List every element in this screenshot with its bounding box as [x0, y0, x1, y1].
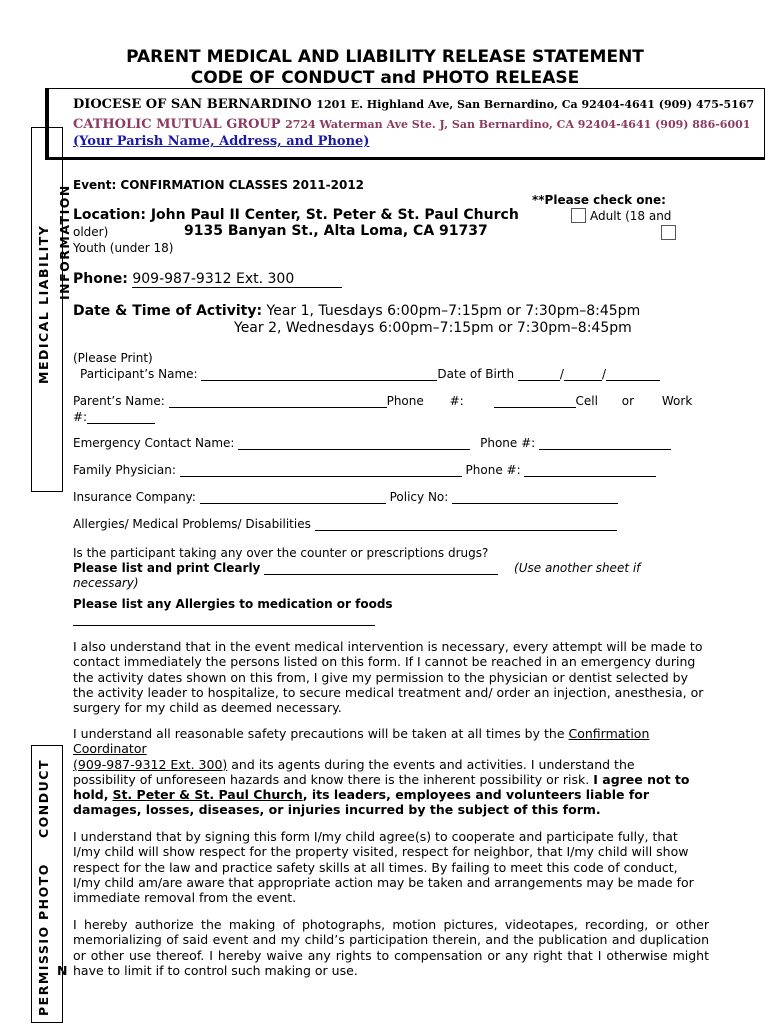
physician-phone-field[interactable]: [524, 464, 656, 477]
emergency-phone-field[interactable]: [539, 437, 671, 450]
safety-text-a: I understand all reasonable safety precautions will be taken at all times by the: [73, 726, 565, 741]
phone-label: Phone:: [73, 271, 128, 287]
side-label-medical-liability: MEDICAL LIABILITY: [36, 224, 51, 384]
work-phone-field[interactable]: [87, 411, 155, 424]
adult-checkbox[interactable]: [571, 208, 586, 223]
safety-bold-1: I agree not to: [593, 771, 690, 787]
emergency-name-field[interactable]: [238, 437, 470, 450]
physician-name-field[interactable]: [180, 464, 462, 477]
diocese-line: [73, 97, 754, 112]
youth-checkbox[interactable]: [661, 225, 676, 240]
datetime-label: Date & Time of Activity:: [73, 303, 263, 319]
safety-text-c: possibility of unforeseen hazards and know there is the inherent possibility or risk.: [73, 771, 590, 787]
youth-label: Youth (under 18): [73, 241, 174, 255]
allergies-label: Allergies/ Medical Problems/ Disabilities: [73, 517, 311, 531]
cmg-name: CATHOLIC MUTUAL GROUP: [73, 117, 281, 132]
safety-bold-2: hold,: [73, 787, 109, 803]
policy-field[interactable]: [452, 491, 618, 504]
parent-name-field[interactable]: [169, 395, 387, 408]
side-label-photo: PHOTO: [36, 863, 51, 920]
work-hash: #:: [73, 410, 88, 424]
diocese-address: 1201 E. Highland Ave, San Bernardino, Ca 92404-4641 (909) 475-5167: [316, 98, 755, 111]
participant-name-label: Participant’s Name:: [80, 367, 198, 381]
safety-text-b: and its agents during the events and activities. I understand the: [231, 756, 635, 772]
dob-label: Date of Birth: [437, 367, 515, 381]
drugs-question: Is the participant taking any over the counter or prescriptions drugs?: [73, 546, 489, 560]
form-title-line2: CODE OF CONDUCT and PHOTO RELEASE: [190, 68, 580, 88]
drugs-field[interactable]: [264, 562, 498, 575]
insurance-row: [73, 490, 618, 504]
check-one-label: [532, 193, 666, 207]
please-print: (Please Print): [73, 351, 153, 365]
parent-phone-label: Phone: [386, 394, 424, 408]
necessary-note: necessary): [73, 576, 139, 590]
physician-phone-label: Phone #:: [465, 463, 521, 477]
year1-schedule: Year 1, Tuesdays 6:00pm–7:15pm or 7:30pm–8:45pm: [266, 303, 641, 319]
list-print-label: Please list and print Clearly: [73, 561, 261, 575]
allergies-medication-field[interactable]: [73, 625, 375, 626]
older-label: older): [73, 225, 109, 239]
side-label-permission-n: N: [57, 963, 68, 978]
safety-liability-paragraph: [73, 726, 709, 818]
parent-phone-field[interactable]: [494, 395, 576, 408]
dob-day-field[interactable]: [564, 368, 602, 381]
participant-name-row: Participant’s Name: Date of Birth / /: [80, 367, 660, 381]
work-label: Work: [661, 394, 693, 408]
allergies-row: [73, 517, 617, 531]
emergency-phone-label: Phone #:: [480, 436, 536, 450]
form-title-line1: PARENT MEDICAL AND LIABILITY RELEASE STATEMENT: [126, 47, 644, 67]
side-label-permission: PERMISSIO: [36, 925, 51, 1016]
phone-value: 909-987-9312 Ext. 300: [132, 271, 342, 288]
cell-label: Cell: [575, 394, 598, 408]
safety-coordinator-link2: Coordinator: [73, 741, 147, 757]
policy-label: Policy No:: [389, 490, 449, 504]
physician-label: Family Physician:: [73, 463, 176, 477]
datetime-line: [73, 303, 640, 319]
side-label-information: INFORMATION: [57, 184, 72, 300]
medical-consent-paragraph: I also understand that in the event medical intervention is necessary, every attempt will be made to contact immediately the persons listed on this form. If I cannot be reached in an emergency during the activity dates shown on this from, I give my permission to the physician or dentist selected by the activity leader to hospitalize, to secure medical treatment and/ order an injection, anesthesia, or surgery for my child as deemed necessary.: [73, 639, 704, 716]
side-label-conduct: CONDUCT: [36, 759, 51, 838]
code-of-conduct-paragraph: I understand that by signing this form I/my child agree(s) to cooperate and participate fully, that I/my child will show respect for the property visited, respect for neighbor, that I/my child will show respect for the law and practice safety skills at all times. By failing to meet this code of conduct, I/my child am/are aware that appropriate action may be taken and arrangements may be made for immediate removal from the event.: [73, 829, 694, 906]
parent-name-label: Parent’s Name:: [73, 394, 165, 408]
allergies-medication-label: Please list any Allergies to medication or foods: [73, 597, 393, 611]
diocese-name: DIOCESE OF SAN BERNARDINO: [73, 97, 312, 112]
dob-year-field[interactable]: [606, 368, 660, 381]
insurance-field[interactable]: [200, 491, 386, 504]
cmg-address: 2724 Waterman Ave Ste. J, San Bernardino, CA 92404-4641 (909) 886-6001: [285, 118, 751, 131]
work-phone-row: [73, 410, 155, 424]
safety-bold-3: , its leaders, employees and volunteers liable for: [302, 787, 650, 803]
another-sheet-note: (Use another sheet if: [514, 561, 641, 575]
phone-line: [73, 271, 342, 288]
physician-row: [73, 463, 656, 477]
adult-label: Adult (18 and: [590, 209, 672, 223]
cmg-line: [73, 117, 750, 132]
participant-name-field[interactable]: [201, 368, 437, 381]
parent-name-row: [73, 394, 692, 408]
insurance-label: Insurance Company:: [73, 490, 196, 504]
allergies-field[interactable]: [315, 518, 617, 531]
drugs-list-row: [73, 561, 640, 575]
parish-placeholder: (Your Parish Name, Address, and Phone): [73, 134, 370, 149]
year2-schedule: Year 2, Wednesdays 6:00pm–7:15pm or 7:30pm–8:45pm: [234, 320, 632, 336]
safety-coordinator-phone: (909-987-9312 Ext. 300): [73, 756, 228, 772]
event-line: Event: CONFIRMATION CLASSES 2011-2012: [73, 178, 365, 192]
emergency-row: [73, 436, 671, 450]
photo-release-paragraph: I hereby authorize the making of photographs, motion pictures, videotapes, recording, or other memorializing of said event and my child’s participation therein, and the publication and duplication or other use thereof. I hereby waive any rights to compensation or any right that I otherwise might have to limit if to control such making or use.: [73, 917, 709, 978]
parent-phone-hash: #:: [449, 394, 464, 408]
safety-coordinator-link: Confirmation: [568, 726, 650, 741]
check-one-text: **Please check one:: [532, 193, 666, 207]
or-label: or: [621, 394, 635, 408]
dob-month-field[interactable]: [518, 368, 560, 381]
safety-bold-4: damages, losses, diseases, or injuries incurred by the subject of this form.: [73, 802, 601, 818]
location-line: Location: John Paul II Center, St. Peter & St. Paul Church: [73, 207, 519, 223]
emergency-label: Emergency Contact Name:: [73, 436, 235, 450]
location-address: 9135 Banyan St., Alta Loma, CA 91737: [184, 223, 488, 239]
safety-church-name: St. Peter & St. Paul Church: [112, 787, 303, 803]
